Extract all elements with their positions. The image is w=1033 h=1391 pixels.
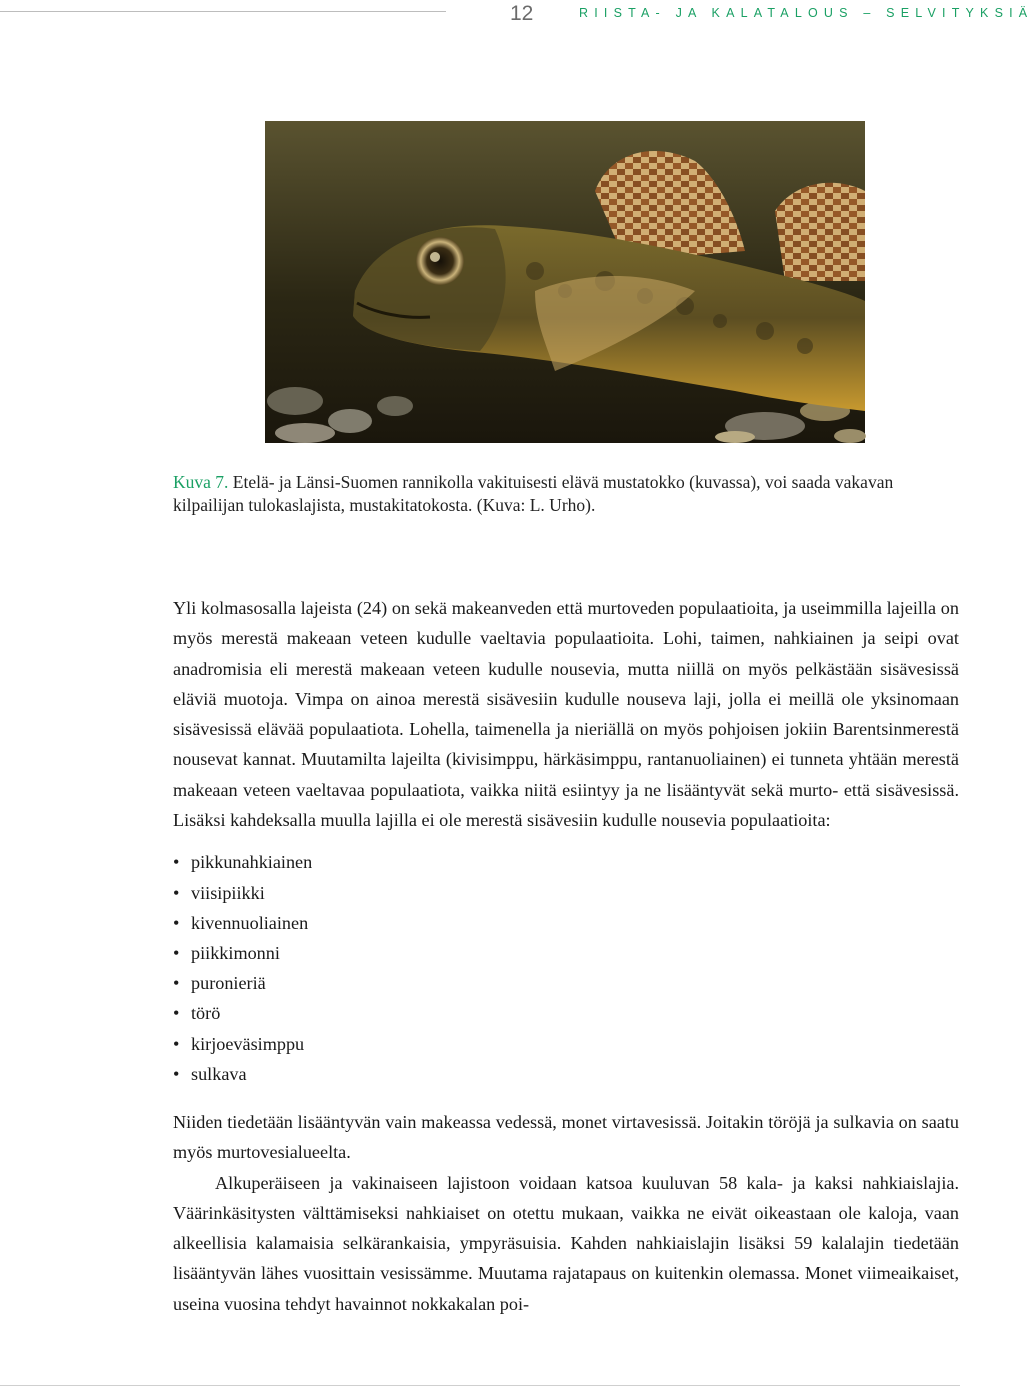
figure-caption [173,471,963,517]
page-number: 12 [510,2,534,25]
list-item: • viisipiikki [173,878,959,908]
list-item: • puronieriä [173,968,959,998]
list-item: • kirjoeväsimppu [173,1029,959,1059]
list-item: • kivennuoliainen [173,908,959,938]
list-item: • sulkava [173,1059,959,1089]
main-text [173,593,959,1319]
caption-label: Kuva 7. [173,472,229,492]
paragraph-2: Niiden tiedetään lisääntyvän vain makeassa vedessä, monet virtavesissä. Joitakin töröjä ja sulkavia on saatu myös murtovesialueelta. [173,1112,959,1163]
list-item: • pikkunahkiainen [173,847,959,877]
paragraph-3: Alkuperäiseen ja vakinaiseen lajistoon voidaan katsoa kuuluvan 58 kala- ja kaksi nahkiaislajia. Väärinkäsitysten välttämiseksi nahkiaiset on otettu mukaan, vaikka ne eivät oikeastaan ole kaloja, vaan alkeellisia kalamaisia selkärankaisia, ympyräsuisia. Kahden nahkiaislajin lisäksi 59 kalalajin tiedetään lisääntyvän lähes vuosittain vesissämme. Muutama rajatapaus on kuitenkin olemassa. Monet viimeaikaiset, useina vuosina tehdyt havainnot nokkakalan poi- [173,1172,959,1314]
list-item: • piikkimonni [173,938,959,968]
list-item: • törö [173,998,959,1028]
caption-text: Etelä- ja Länsi-Suomen rannikolla vakituisesti elävä mustatokko (kuvassa), voi saada vakavan kilpailijan tulokaslajista, mustakitatokosta. (Kuva: L. Urho). [173,472,894,515]
paragraph-1: Yli kolmasosalla lajeista (24) on sekä makeanveden että murtoveden populaatioita, ja useimmilla lajeilla on myös merestä makeaan veteen kudulle vaeltavia populaatioita. Lohi, taimen, nahkiainen ja seipi ovat anadromisia eli merestä makeaan veteen kudulle nousevia, mutta niillä on myös pelkästään sisävesissä eläviä muotoja. Vimpa on ainoa merestä sisävesiin kudulle nouseva laji, jolla ei meillä ole yksinomaan sisävesissä elävää populaatiota. Lohella, taimenella ja nieriällä on myös pohjoisen jokiin Barentsinmerestä nousevat kannat. Muutamilta lajeilta (kivisimppu, härkäsimppu, rantanuoliainen) ei tunneta yhtään merestä makeaan veteen vaeltavaa populaatiota, vaikka niitä esiintyy ja ne lisääntyvät sekä murto- että sisävesissä. Lisäksi kahdeksalla muulla lajilla ei ole merestä sisävesiin kudulle nousevia populaatioita: [173,598,959,831]
species-list [173,847,959,1089]
goby-fish-photo [265,121,865,443]
header-rule [0,11,446,12]
footer-rule [0,1385,960,1386]
running-header: RIISTA- JA KALATALOUS – SELVITYKSIÄ [579,6,1033,20]
